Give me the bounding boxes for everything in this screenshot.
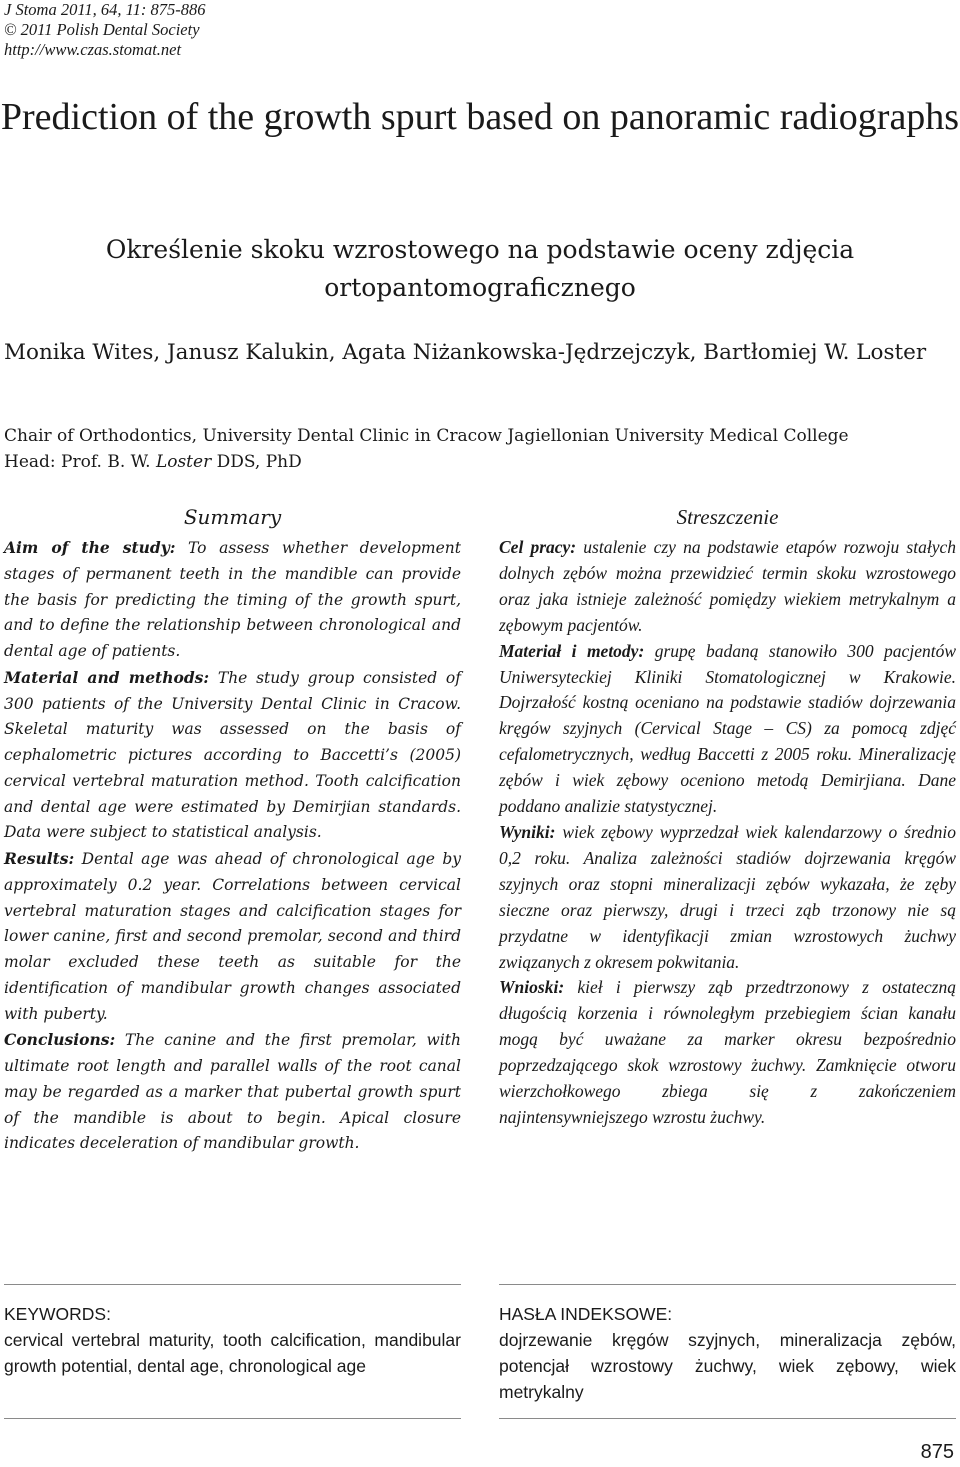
keywords-title: KEYWORDS: [4,1304,111,1324]
summary-column [4,499,461,1157]
summary-aim [4,535,461,665]
author-list: Monika Wites, Janusz Kalukin, Agata Niżankowska-Jędrzejczyk, Bartłomiej W. Loster [4,340,927,365]
keywords-text: cervical vertebral maturity, tooth calcification, mandibular growth potential, dental age, chronological age [4,1329,461,1376]
streszczenie-conclusions [499,975,956,1130]
summary-conclusions-text: The canine and the first premolar, with ultimate root length and parallel walls of the root canal may be regarded as a marker that pubertal growth spurt of the mandible is about to begin. Apical closure indicates deceleration of mandibular growth. [4,1031,461,1153]
streszczenie-heading: Streszczenie [676,505,779,529]
streszczenie-methods-text: grupę badaną stanowiło 300 pacjentów Uniwersyteckiej Kliniki Stomatologicznej w Krakowie. Dojrzałość kostną oceniano na podstawie stadiów dojrzewania kręgów szyjnych (Cervical Stage – CS) za pomocą zdjęć cefalometrycznych, według Baccetti z 2005 roku. Mineralizację zębów i wiek zębowy oceniono metodą Demirjiana. Dane poddano analizie statystycznej. [499,640,956,817]
summary-aim-label: Aim of the study: [4,538,176,557]
summary-results-label: Results: [4,849,75,868]
summary-methods-text: The study group consisted of 300 patients of the University Dental Clinic in Cracow. Skeletal maturity was assessed on the basis of cephalometric pictures according to Baccetti’s (2005) cervical vertebral maturation method. Tooth calcification and dental age were estimated by Demirjian standards. Data were subject to statistical analysis. [4,668,462,842]
affiliation [4,423,944,475]
streszczenie-aim-label: Cel pracy: [499,537,577,557]
summary-methods [4,665,461,846]
article-title: Prediction of the growth spurt based on panoramic radiographs [0,96,960,138]
hasla-bottom-rule [499,1418,956,1419]
streszczenie-conclusions-text: kieł i pierwszy ząb przedtrzonowy z ostateczną długością korzenia i równoległym przebiegiem ścian kanału mogą być uważane za marker okresu bezpośrednio poprzedzającego skok wzrostowy żuchwy. Zamknięcie otworu wierzchołkowego zbiega się z zakończeniem najintensywniejszego wzrostu żuchwy. [499,977,956,1127]
streszczenie-methods [499,639,956,820]
page-number: 875 [920,1441,954,1463]
keywords-bottom-rule [4,1418,461,1419]
affiliation-head-lastname: Loster [155,452,212,472]
journal-citation: J Stoma 2011, 64, 11: 875-886 [4,0,206,19]
summary-conclusions-label: Conclusions: [4,1030,116,1050]
hasla-indeksowe-title: HASŁA INDEKSOWE: [499,1304,673,1324]
streszczenie-aim [499,535,956,639]
hasla-indeksowe-block [499,1302,956,1406]
summary-conclusions [4,1027,461,1157]
affiliation-head-prefix: Head: Prof. B. W. [4,452,156,472]
keywords-block [4,1302,461,1380]
journal-header [4,0,206,60]
streszczenie-conclusions-label: Wnioski: [499,977,565,998]
summary-results [4,846,461,1027]
journal-copyright: © 2011 Polish Dental Society [4,20,200,39]
streszczenie-aim-text: ustalenie czy na podstawie etapów rozwoju stałych dolnych zębów można przewidzieć termin skoku wzrostowego oraz jaka istnieje zależność pomiędzy wiekiem metrykalnym a zębowym pacjentów. [499,537,956,635]
streszczenie-results [499,820,956,975]
hasla-top-rule [499,1284,956,1285]
affiliation-head-suffix: DDS, PhD [211,452,302,472]
affiliation-head [4,449,944,475]
streszczenie-methods-label: Materiał i metody: [499,640,645,661]
keywords-top-rule [4,1284,461,1285]
summary-methods-label: Material and methods: [4,667,210,687]
summary-results-text: Dental age was ahead of chronological age by approximately 0.2 year. Correlations between cervical vertebral maturation stages and calcification stages for lower canine, first and second premolar, second and third molar excluded these teeth as suitable for the identification of mandibular growth changes associated with puberty. [4,850,461,1023]
summary-aim-text: To assess whether development stages of permanent teeth in the mandible can provide the basis for predicting the timing of the growth spurt, and to define the relationship between chronological and dental age of patients. [4,539,461,660]
streszczenie-results-label: Wyniki: [499,821,556,842]
hasla-indeksowe-text: dojrzewanie kręgów szyjnych, mineralizacja zębów, potencjał wzrostowy żuchwy, wiek zębowy, wiek metrykalny [499,1329,956,1402]
summary-heading: Summary [183,505,282,529]
article-title-polish: Określenie skoku wzrostowego na podstawie oceny zdjęcia ortopantomograficznego [105,235,855,302]
affiliation-institution: Chair of Orthodontics, University Dental Clinic in Cracow Jagiellonian University Medical College [4,426,849,446]
journal-url[interactable]: http://www.czas.stomat.net [4,40,182,59]
streszczenie-results-text: wiek zębowy wyprzedzał wiek kalendarzowy o średnio 0,2 roku. Analiza zależności stadiów dojrzewania kręgów szyjnych oraz stopni mineralizacji zębów wykazała, że zęby sieczne oraz pierwszy, drugi i trzeci ząb trzonowy nie są przydatne w identyfikacji zmian wzrostowych żuchwy związanych z okresem pokwitania. [499,821,956,972]
streszczenie-column [499,499,956,1131]
